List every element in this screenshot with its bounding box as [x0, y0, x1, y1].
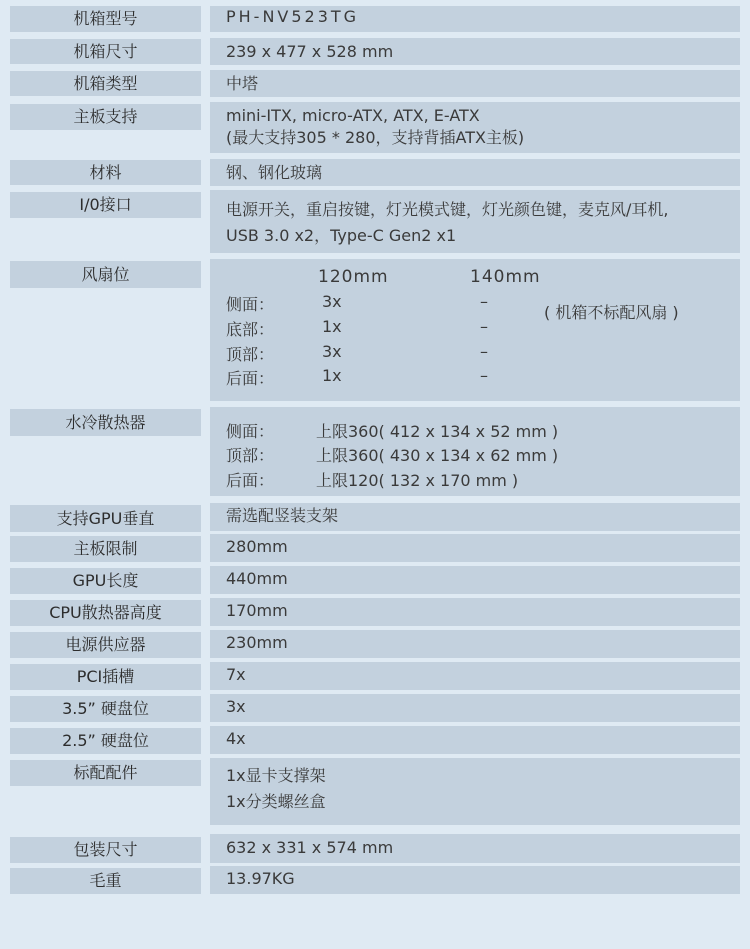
value-pack: 632 x 331 x 574 mm: [210, 834, 740, 863]
fan-140-value: –: [480, 317, 488, 336]
value-hdd25: 4x: [210, 726, 740, 754]
water-spec: 上限120( 132 x 170 mm ): [316, 471, 519, 490]
value-mblimit: 280mm: [210, 534, 740, 562]
fan-120-value: 1x: [322, 366, 342, 385]
fan-pos: 后面：: [226, 369, 275, 388]
label-cpuh: CPU散热器高度: [10, 600, 201, 626]
label-pack: 包装尺寸: [10, 837, 201, 863]
water-spec: 上限360( 430 x 134 x 62 mm ): [316, 446, 559, 465]
value-acc-line2: 1x分类螺丝盒: [226, 792, 326, 811]
label-size: 机箱尺寸: [10, 39, 201, 64]
value-model: PH-NV523TG: [210, 6, 740, 32]
fan-note: ( 机箱不标配风扇 ): [544, 303, 679, 322]
fan-120-value: 3x: [322, 292, 342, 311]
value-gpuvert: 需选配竖装支架: [210, 503, 740, 531]
value-io: [210, 190, 740, 253]
label-type: 机箱类型: [10, 71, 201, 96]
label-hdd35: 3.5” 硬盘位: [10, 696, 201, 722]
value-io-line1: 电源开关，重启按键，灯光模式键，灯光颜色键，麦克风/耳机,: [226, 200, 669, 219]
value-fan: [210, 259, 740, 401]
label-water: 水冷散热器: [10, 409, 201, 436]
water-spec: 上限360( 412 x 134 x 52 mm ): [316, 422, 559, 441]
label-material: 材料: [10, 160, 201, 185]
label-acc: 标配配件: [10, 760, 201, 786]
label-psu: 电源供应器: [10, 632, 201, 658]
fan-120-value: 1x: [322, 317, 342, 336]
label-gpulen: GPU长度: [10, 568, 201, 594]
value-io-line2: USB 3.0 x2，Type-C Gen2 x1: [226, 226, 457, 245]
label-hdd25: 2.5” 硬盘位: [10, 728, 201, 754]
value-gpulen: 440mm: [210, 566, 740, 594]
value-acc: [210, 758, 740, 825]
value-cpuh: 170mm: [210, 598, 740, 626]
value-weight: 13.97KG: [210, 866, 740, 894]
value-acc-line1: 1x显卡支撑架: [226, 766, 326, 785]
value-mb-line2: (最大支持305 * 280，支持背插ATX主板): [226, 128, 525, 147]
fan-pos: 顶部：: [226, 345, 275, 364]
water-pos: 顶部：: [226, 446, 275, 465]
value-psu: 230mm: [210, 630, 740, 658]
label-fan: 风扇位: [10, 261, 201, 288]
value-type: 中塔: [210, 70, 740, 97]
fan-pos: 侧面：: [226, 295, 275, 314]
label-mblimit: 主板限制: [10, 536, 201, 562]
label-weight: 毛重: [10, 868, 201, 894]
water-pos: 后面：: [226, 471, 275, 490]
value-material: 钢、钢化玻璃: [210, 159, 740, 186]
value-pci: 7x: [210, 662, 740, 690]
fan-pos: 底部：: [226, 320, 275, 339]
fan-col-120: 120mm: [318, 267, 389, 287]
value-water: [210, 407, 740, 496]
fan-140-value: –: [480, 342, 488, 361]
fan-140-value: –: [480, 292, 488, 311]
label-gpuvert: 支持GPU垂直: [10, 505, 201, 532]
label-model: 机箱型号: [10, 6, 201, 32]
value-size: 239 x 477 x 528 mm: [210, 38, 740, 65]
label-io: I/0接口: [10, 192, 201, 218]
label-pci: PCI插槽: [10, 664, 201, 690]
fan-140-value: –: [480, 366, 488, 385]
value-mb: [210, 102, 740, 153]
value-mb-line1: mini-ITX, micro-ATX, ATX, E-ATX: [226, 106, 480, 125]
water-pos: 侧面：: [226, 422, 275, 441]
fan-120-value: 3x: [322, 342, 342, 361]
fan-col-140: 140mm: [470, 267, 541, 287]
label-mb: 主板支持: [10, 104, 201, 130]
value-hdd35: 3x: [210, 694, 740, 722]
